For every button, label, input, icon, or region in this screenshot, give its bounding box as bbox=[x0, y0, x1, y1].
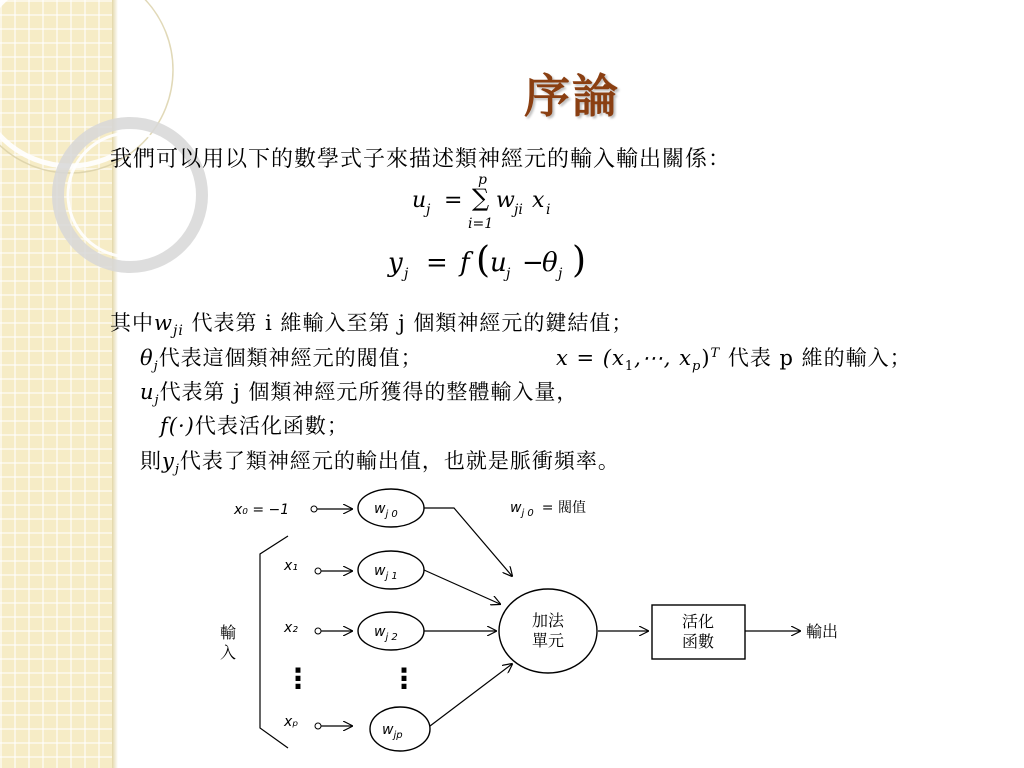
eq2-f: f bbox=[460, 248, 470, 278]
wp-label: $w_{jp}$ bbox=[382, 722, 403, 741]
eq2-equals: = bbox=[426, 248, 448, 278]
eq2-theta: θ bbox=[542, 248, 558, 278]
w1-sub: j 1 bbox=[385, 571, 398, 582]
eq1-sum-upper: p bbox=[478, 172, 487, 188]
def5-prefix: 則 bbox=[140, 449, 162, 473]
weight-node-w1 bbox=[358, 551, 424, 589]
output-label: 輸出 bbox=[806, 622, 839, 641]
definition-line-2 bbox=[140, 342, 423, 374]
definition-line-5 bbox=[140, 445, 620, 477]
dots-inputs: ⋮ bbox=[284, 662, 312, 695]
x0-input-node bbox=[311, 506, 317, 512]
eq1-x: x bbox=[532, 188, 545, 213]
eq2-theta-sub: j bbox=[558, 266, 563, 282]
equation-summation bbox=[408, 170, 608, 240]
x1-input-node bbox=[315, 568, 321, 574]
def4-sym: f(·) bbox=[160, 414, 195, 438]
def2-vec-sub2: p bbox=[691, 359, 702, 375]
neuron-diagram bbox=[210, 486, 890, 768]
eq1-x-sub: i bbox=[546, 202, 551, 218]
def2-text2: 代表 p 維的輸入； bbox=[727, 346, 912, 370]
eq1-lhs-sub: j bbox=[426, 202, 431, 218]
definition-line-2-vector bbox=[556, 342, 912, 374]
w2-label: $w_{j 2}$ bbox=[374, 624, 398, 643]
def5-text: 代表了類神經元的輸出值，也就是脈衝頻率。 bbox=[179, 449, 620, 473]
def3-sym: u bbox=[140, 380, 155, 404]
def5-sym-sub: j bbox=[174, 462, 180, 478]
adder-label-1: 加法 bbox=[531, 611, 565, 630]
input-label-2: 入 bbox=[220, 643, 237, 662]
def1-w-sub: ji bbox=[172, 323, 184, 340]
wp-to-adder bbox=[430, 664, 512, 726]
adder-label-2: 單元 bbox=[531, 631, 565, 650]
w1-label: $w_{j 1}$ bbox=[374, 563, 398, 582]
x2-input-node bbox=[315, 628, 321, 634]
w0-to-adder bbox=[424, 508, 512, 576]
def2-sym: θ bbox=[140, 346, 154, 370]
label-x2: x₂ bbox=[284, 620, 298, 636]
w0-sub: j 0 bbox=[385, 509, 398, 520]
eq2-u-sub: j bbox=[506, 266, 511, 282]
eq2-open: ( bbox=[476, 240, 491, 281]
activation-label-1: 活化 bbox=[681, 612, 715, 631]
def1-w: w bbox=[154, 311, 173, 335]
def4-text: 代表活化函數； bbox=[194, 414, 349, 438]
def2-vec-sub: 1 bbox=[624, 359, 635, 375]
def2-vec-end: ) bbox=[701, 346, 711, 370]
eq1-w-sub: ji bbox=[514, 202, 523, 218]
def1-prefix: 其中 bbox=[110, 311, 154, 335]
eq1-equals: = bbox=[444, 188, 463, 213]
definition-line-1 bbox=[110, 307, 633, 339]
label-x0: x₀ = −1 bbox=[234, 502, 290, 518]
def2-vec: x = (x bbox=[556, 346, 625, 370]
eq1-lhs: u bbox=[412, 188, 427, 213]
w0-label: $w_{j 0}$ bbox=[374, 501, 398, 520]
definition-line-3 bbox=[140, 376, 578, 408]
eq2-u: u bbox=[490, 248, 507, 278]
eq1-w: w bbox=[496, 188, 515, 213]
eq1-sum-lower: i=1 bbox=[468, 216, 494, 232]
activation-label-2: 函數 bbox=[681, 632, 715, 651]
input-label-1: 輸 bbox=[220, 623, 237, 642]
w2-sub: j 2 bbox=[385, 632, 398, 643]
xp-input-node bbox=[315, 723, 321, 729]
weight-node-wp bbox=[370, 707, 430, 751]
threshold-sub: j 0 bbox=[521, 508, 534, 519]
def2-vec-mid: ,⋯, x bbox=[634, 346, 692, 370]
label-x1: x₁ bbox=[284, 558, 298, 574]
def3-sym-sub: j bbox=[154, 393, 160, 409]
eq1-sum-symbol: ∑ bbox=[472, 184, 490, 212]
slide-title: 序論 bbox=[524, 69, 620, 123]
w1-to-adder bbox=[424, 570, 500, 604]
eq2-minus: − bbox=[522, 248, 544, 278]
eq2-lhs-sub: j bbox=[404, 266, 409, 282]
eq2-lhs: y bbox=[388, 248, 403, 278]
equation-output bbox=[388, 240, 628, 290]
intro-text: 我們可以用以下的數學式子來描述類神經元的輸入輸出關係： bbox=[110, 147, 732, 172]
eq2-close: ) bbox=[572, 240, 587, 281]
weight-node-w0 bbox=[358, 489, 424, 527]
def3-text: 代表第 j 個類神經元所獲得的整體輸入量， bbox=[159, 380, 579, 404]
def2-vec-sup: T bbox=[710, 346, 721, 361]
def2-text: 代表這個類神經元的閥值； bbox=[158, 346, 423, 370]
wp-sub: jp bbox=[393, 730, 403, 741]
threshold-note: $w_{j 0}$ = 閥值 bbox=[510, 500, 586, 519]
def1-text: 代表第 i 維輸入至第 j 個類神經元的鍵結值； bbox=[183, 311, 634, 335]
dots-weights: ⋮ bbox=[390, 662, 418, 695]
weight-node-w2 bbox=[358, 612, 424, 650]
definition-line-4 bbox=[160, 410, 349, 440]
threshold-text: = 閥值 bbox=[541, 500, 586, 516]
def5-sym: y bbox=[162, 449, 175, 473]
def2-sym-sub: j bbox=[153, 359, 159, 375]
label-xp: xₚ bbox=[284, 714, 299, 730]
